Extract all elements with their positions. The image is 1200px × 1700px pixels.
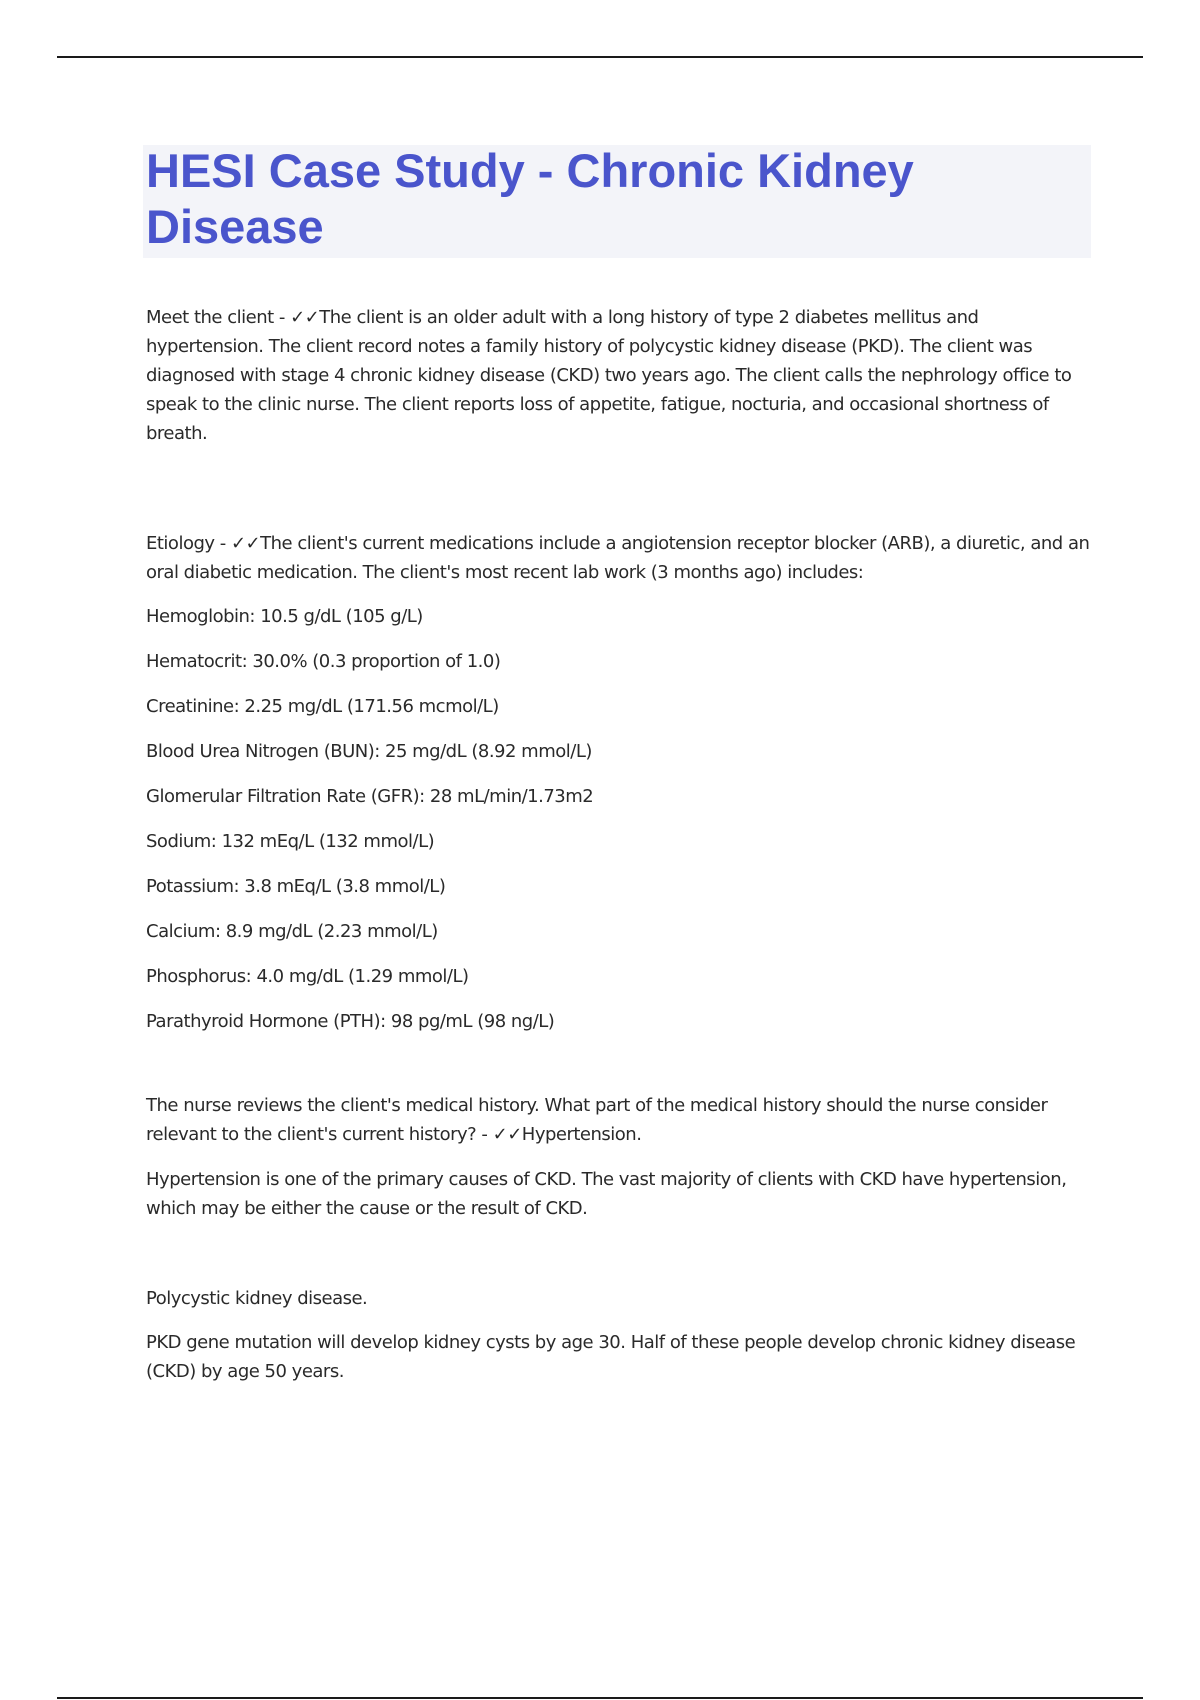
lab-item-potassium: Potassium: 3.8 mEq/L (3.8 mmol/L) xyxy=(146,876,446,897)
lab-item-calcium: Calcium: 8.9 mg/dL (2.23 mmol/L) xyxy=(146,921,438,942)
lab-item-phosphorus: Phosphorus: 4.0 mg/dL (1.29 mmol/L) xyxy=(146,966,469,987)
question-paragraph: The nurse reviews the client's medical history. What part of the medical history should the nurse consider relevant to the client's current history? - ✓✓Hypertension. xyxy=(146,1095,1048,1145)
lab-item-hematocrit: Hematocrit: 30.0% (0.3 proportion of 1.0) xyxy=(146,651,501,672)
lab-item-hemoglobin: Hemoglobin: 10.5 g/dL (105 g/L) xyxy=(146,606,423,627)
etiology-paragraph: Etiology - ✓✓The client's current medications include a angiotension receptor blocker (ARB), a diuretic, and an oral diabetic medication. The client's most recent lab work (3 months ago) includes: xyxy=(146,533,1090,583)
pkd-rationale: PKD gene mutation will develop kidney cysts by age 30. Half of these people develop chronic kidney disease (CKD) by age 50 years. xyxy=(146,1332,1076,1382)
intro-paragraph: Meet the client - ✓✓The client is an older adult with a long history of type 2 diabetes mellitus and hypertension. The client record notes a family history of polycystic kidney disease (PKD). The client was diagnosed with stage 4 chronic kidney disease (CKD) two years ago. The client calls the nephrology office to speak to the clinic nurse. The client reports loss of appetite, fatigue, nocturia, and occasional shortness of breath. xyxy=(146,307,1072,444)
lab-item-gfr: Glomerular Filtration Rate (GFR): 28 mL/min/1.73m2 xyxy=(146,786,594,807)
lab-results-list xyxy=(146,602,1096,1036)
lab-item-creatinine: Creatinine: 2.25 mg/dL (171.56 mcmol/L) xyxy=(146,696,499,717)
lab-item-bun: Blood Urea Nitrogen (BUN): 25 mg/dL (8.92 mmol/L) xyxy=(146,741,592,762)
lab-item-sodium: Sodium: 132 mEq/L (132 mmol/L) xyxy=(146,831,435,852)
lab-item-pth: Parathyroid Hormone (PTH): 98 pg/mL (98 ng/L) xyxy=(146,1011,555,1032)
hypertension-rationale: Hypertension is one of the primary causes of CKD. The vast majority of clients with CKD have hypertension, which may be either the cause or the result of CKD. xyxy=(146,1169,1067,1219)
top-rule xyxy=(57,56,1143,58)
pkd-answer: Polycystic kidney disease. xyxy=(146,1288,368,1309)
page-title: HESI Case Study - Chronic Kidney Disease xyxy=(146,144,914,253)
document-body xyxy=(146,303,1096,1386)
bottom-rule xyxy=(57,1697,1143,1699)
